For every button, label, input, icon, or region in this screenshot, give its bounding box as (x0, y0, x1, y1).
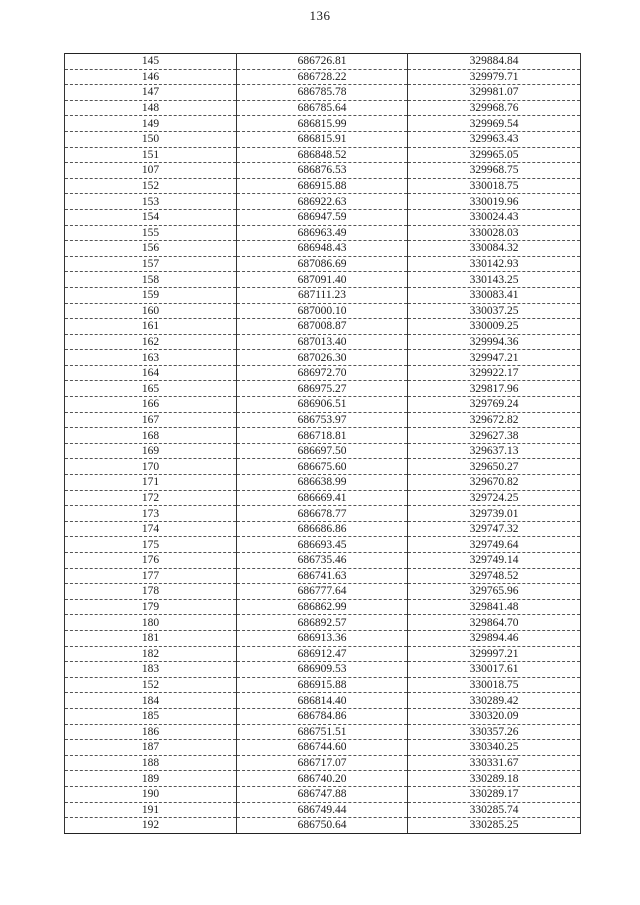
y-coordinate-cell: 329749.14 (408, 553, 581, 569)
point-number-cell: 152 (65, 178, 237, 194)
point-number-cell: 177 (65, 568, 237, 584)
table-row (65, 428, 581, 444)
x-coordinate-cell: 686815.99 (237, 116, 408, 132)
x-coordinate-cell: 686906.51 (237, 397, 408, 413)
point-number-cell: 166 (65, 397, 237, 413)
y-coordinate-cell: 329637.13 (408, 443, 581, 459)
x-coordinate-cell: 687013.40 (237, 334, 408, 350)
y-coordinate-cell: 330083.41 (408, 287, 581, 303)
x-coordinate-cell: 686785.64 (237, 100, 408, 116)
x-coordinate-cell: 686947.59 (237, 209, 408, 225)
coordinates-table (64, 53, 581, 834)
x-coordinate-cell: 687008.87 (237, 319, 408, 335)
y-coordinate-cell: 330285.25 (408, 818, 581, 834)
coordinates-table-container (64, 53, 580, 834)
point-number-cell: 154 (65, 209, 237, 225)
point-number-cell: 167 (65, 412, 237, 428)
y-coordinate-cell: 330028.03 (408, 225, 581, 241)
point-number-cell: 174 (65, 521, 237, 537)
y-coordinate-cell: 329968.76 (408, 100, 581, 116)
table-row (65, 724, 581, 740)
y-coordinate-cell: 329765.96 (408, 584, 581, 600)
y-coordinate-cell: 329864.70 (408, 615, 581, 631)
x-coordinate-cell: 687000.10 (237, 303, 408, 319)
y-coordinate-cell: 330018.75 (408, 677, 581, 693)
y-coordinate-cell: 329748.52 (408, 568, 581, 584)
x-coordinate-cell: 686728.22 (237, 69, 408, 85)
point-number-cell: 168 (65, 428, 237, 444)
table-row (65, 818, 581, 834)
y-coordinate-cell: 330019.96 (408, 194, 581, 210)
point-number-cell: 183 (65, 662, 237, 678)
x-coordinate-cell: 686638.99 (237, 475, 408, 491)
table-row (65, 287, 581, 303)
y-coordinate-cell: 329670.82 (408, 475, 581, 491)
page-number: 136 (309, 8, 331, 23)
x-coordinate-cell: 686909.53 (237, 662, 408, 678)
x-coordinate-cell: 686669.41 (237, 490, 408, 506)
x-coordinate-cell: 686892.57 (237, 615, 408, 631)
y-coordinate-cell: 330084.32 (408, 241, 581, 257)
point-number-cell: 161 (65, 319, 237, 335)
x-coordinate-cell: 686750.64 (237, 818, 408, 834)
y-coordinate-cell: 329968.75 (408, 163, 581, 179)
table-row (65, 537, 581, 553)
y-coordinate-cell: 330320.09 (408, 708, 581, 724)
table-row (65, 100, 581, 116)
y-coordinate-cell: 329994.36 (408, 334, 581, 350)
y-coordinate-cell: 330289.17 (408, 786, 581, 802)
x-coordinate-cell: 686718.81 (237, 428, 408, 444)
y-coordinate-cell: 330289.42 (408, 693, 581, 709)
point-number-cell: 179 (65, 599, 237, 615)
table-row (65, 568, 581, 584)
table-row (65, 381, 581, 397)
x-coordinate-cell: 686963.49 (237, 225, 408, 241)
x-coordinate-cell: 686915.88 (237, 178, 408, 194)
table-row (65, 786, 581, 802)
table-row (65, 225, 581, 241)
x-coordinate-cell: 687091.40 (237, 272, 408, 288)
y-coordinate-cell: 330285.74 (408, 802, 581, 818)
table-row (65, 303, 581, 319)
point-number-cell: 160 (65, 303, 237, 319)
point-number-cell: 156 (65, 241, 237, 257)
table-row (65, 521, 581, 537)
x-coordinate-cell: 686876.53 (237, 163, 408, 179)
point-number-cell: 176 (65, 553, 237, 569)
x-coordinate-cell: 686777.64 (237, 584, 408, 600)
table-row (65, 85, 581, 101)
x-coordinate-cell: 686693.45 (237, 537, 408, 553)
y-coordinate-cell: 329969.54 (408, 116, 581, 132)
point-number-cell: 170 (65, 459, 237, 475)
point-number-cell: 159 (65, 287, 237, 303)
point-number-cell: 147 (65, 85, 237, 101)
point-number-cell: 192 (65, 818, 237, 834)
table-row (65, 334, 581, 350)
y-coordinate-cell: 330340.25 (408, 740, 581, 756)
y-coordinate-cell: 329724.25 (408, 490, 581, 506)
table-row (65, 241, 581, 257)
x-coordinate-cell: 686735.46 (237, 553, 408, 569)
point-number-cell: 173 (65, 506, 237, 522)
point-number-cell: 145 (65, 54, 237, 70)
table-row (65, 506, 581, 522)
point-number-cell: 152 (65, 677, 237, 693)
y-coordinate-cell: 329841.48 (408, 599, 581, 615)
y-coordinate-cell: 329749.64 (408, 537, 581, 553)
table-row (65, 178, 581, 194)
x-coordinate-cell: 686975.27 (237, 381, 408, 397)
table-row (65, 54, 581, 70)
x-coordinate-cell: 686815.91 (237, 131, 408, 147)
point-number-cell: 162 (65, 334, 237, 350)
x-coordinate-cell: 686972.70 (237, 365, 408, 381)
y-coordinate-cell: 329981.07 (408, 85, 581, 101)
y-coordinate-cell: 329650.27 (408, 459, 581, 475)
point-number-cell: 169 (65, 443, 237, 459)
x-coordinate-cell: 686741.63 (237, 568, 408, 584)
table-row (65, 69, 581, 85)
x-coordinate-cell: 686784.86 (237, 708, 408, 724)
point-number-cell: 185 (65, 708, 237, 724)
point-number-cell: 182 (65, 646, 237, 662)
y-coordinate-cell: 330009.25 (408, 319, 581, 335)
x-coordinate-cell: 686697.50 (237, 443, 408, 459)
x-coordinate-cell: 686912.47 (237, 646, 408, 662)
point-number-cell: 175 (65, 537, 237, 553)
table-row (65, 662, 581, 678)
point-number-cell: 186 (65, 724, 237, 740)
table-row (65, 459, 581, 475)
table-row (65, 599, 581, 615)
table-row (65, 553, 581, 569)
x-coordinate-cell: 686753.97 (237, 412, 408, 428)
y-coordinate-cell: 329963.43 (408, 131, 581, 147)
y-coordinate-cell: 330357.26 (408, 724, 581, 740)
point-number-cell: 171 (65, 475, 237, 491)
x-coordinate-cell: 686948.43 (237, 241, 408, 257)
table-row (65, 256, 581, 272)
point-number-cell: 190 (65, 786, 237, 802)
x-coordinate-cell: 686744.60 (237, 740, 408, 756)
point-number-cell: 165 (65, 381, 237, 397)
y-coordinate-cell: 330024.43 (408, 209, 581, 225)
y-coordinate-cell: 330142.93 (408, 256, 581, 272)
point-number-cell: 189 (65, 771, 237, 787)
y-coordinate-cell: 329817.96 (408, 381, 581, 397)
y-coordinate-cell: 330289.18 (408, 771, 581, 787)
point-number-cell: 155 (65, 225, 237, 241)
coordinates-table-body (65, 54, 581, 834)
table-row (65, 412, 581, 428)
point-number-cell: 148 (65, 100, 237, 116)
y-coordinate-cell: 329672.82 (408, 412, 581, 428)
y-coordinate-cell: 329884.84 (408, 54, 581, 70)
table-row (65, 740, 581, 756)
y-coordinate-cell: 329965.05 (408, 147, 581, 163)
table-row (65, 646, 581, 662)
y-coordinate-cell: 329947.21 (408, 350, 581, 366)
table-row (65, 615, 581, 631)
point-number-cell: 158 (65, 272, 237, 288)
table-row (65, 630, 581, 646)
x-coordinate-cell: 686814.40 (237, 693, 408, 709)
table-row (65, 475, 581, 491)
table-row (65, 708, 581, 724)
point-number-cell: 184 (65, 693, 237, 709)
point-number-cell: 157 (65, 256, 237, 272)
x-coordinate-cell: 686686.86 (237, 521, 408, 537)
point-number-cell: 178 (65, 584, 237, 600)
y-coordinate-cell: 330018.75 (408, 178, 581, 194)
point-number-cell: 180 (65, 615, 237, 631)
x-coordinate-cell: 686726.81 (237, 54, 408, 70)
table-row (65, 350, 581, 366)
x-coordinate-cell: 686785.78 (237, 85, 408, 101)
point-number-cell: 164 (65, 365, 237, 381)
table-row (65, 131, 581, 147)
point-number-cell: 146 (65, 69, 237, 85)
x-coordinate-cell: 686848.52 (237, 147, 408, 163)
x-coordinate-cell: 686915.88 (237, 677, 408, 693)
table-row (65, 147, 581, 163)
y-coordinate-cell: 330143.25 (408, 272, 581, 288)
point-number-cell: 181 (65, 630, 237, 646)
y-coordinate-cell: 329739.01 (408, 506, 581, 522)
point-number-cell: 150 (65, 131, 237, 147)
point-number-cell: 163 (65, 350, 237, 366)
point-number-cell: 149 (65, 116, 237, 132)
x-coordinate-cell: 686922.63 (237, 194, 408, 210)
y-coordinate-cell: 330331.67 (408, 755, 581, 771)
table-row (65, 319, 581, 335)
x-coordinate-cell: 687086.69 (237, 256, 408, 272)
x-coordinate-cell: 686751.51 (237, 724, 408, 740)
table-row (65, 584, 581, 600)
table-row (65, 677, 581, 693)
y-coordinate-cell: 329769.24 (408, 397, 581, 413)
y-coordinate-cell: 329627.38 (408, 428, 581, 444)
table-row (65, 490, 581, 506)
x-coordinate-cell: 686678.77 (237, 506, 408, 522)
table-row (65, 802, 581, 818)
table-row (65, 755, 581, 771)
x-coordinate-cell: 686913.36 (237, 630, 408, 646)
x-coordinate-cell: 686749.44 (237, 802, 408, 818)
table-row (65, 272, 581, 288)
table-row (65, 397, 581, 413)
y-coordinate-cell: 330017.61 (408, 662, 581, 678)
x-coordinate-cell: 686747.88 (237, 786, 408, 802)
table-row (65, 771, 581, 787)
table-row (65, 163, 581, 179)
table-row (65, 194, 581, 210)
y-coordinate-cell: 329894.46 (408, 630, 581, 646)
table-row (65, 443, 581, 459)
point-number-cell: 188 (65, 755, 237, 771)
y-coordinate-cell: 329922.17 (408, 365, 581, 381)
x-coordinate-cell: 686675.60 (237, 459, 408, 475)
y-coordinate-cell: 329997.21 (408, 646, 581, 662)
table-row (65, 209, 581, 225)
point-number-cell: 151 (65, 147, 237, 163)
table-row (65, 365, 581, 381)
point-number-cell: 172 (65, 490, 237, 506)
point-number-cell: 191 (65, 802, 237, 818)
y-coordinate-cell: 330037.25 (408, 303, 581, 319)
x-coordinate-cell: 686717.07 (237, 755, 408, 771)
point-number-cell: 107 (65, 163, 237, 179)
x-coordinate-cell: 686862.99 (237, 599, 408, 615)
y-coordinate-cell: 329979.71 (408, 69, 581, 85)
x-coordinate-cell: 687111.23 (237, 287, 408, 303)
y-coordinate-cell: 329747.32 (408, 521, 581, 537)
table-row (65, 116, 581, 132)
point-number-cell: 153 (65, 194, 237, 210)
table-row (65, 693, 581, 709)
point-number-cell: 187 (65, 740, 237, 756)
x-coordinate-cell: 686740.20 (237, 771, 408, 787)
x-coordinate-cell: 687026.30 (237, 350, 408, 366)
